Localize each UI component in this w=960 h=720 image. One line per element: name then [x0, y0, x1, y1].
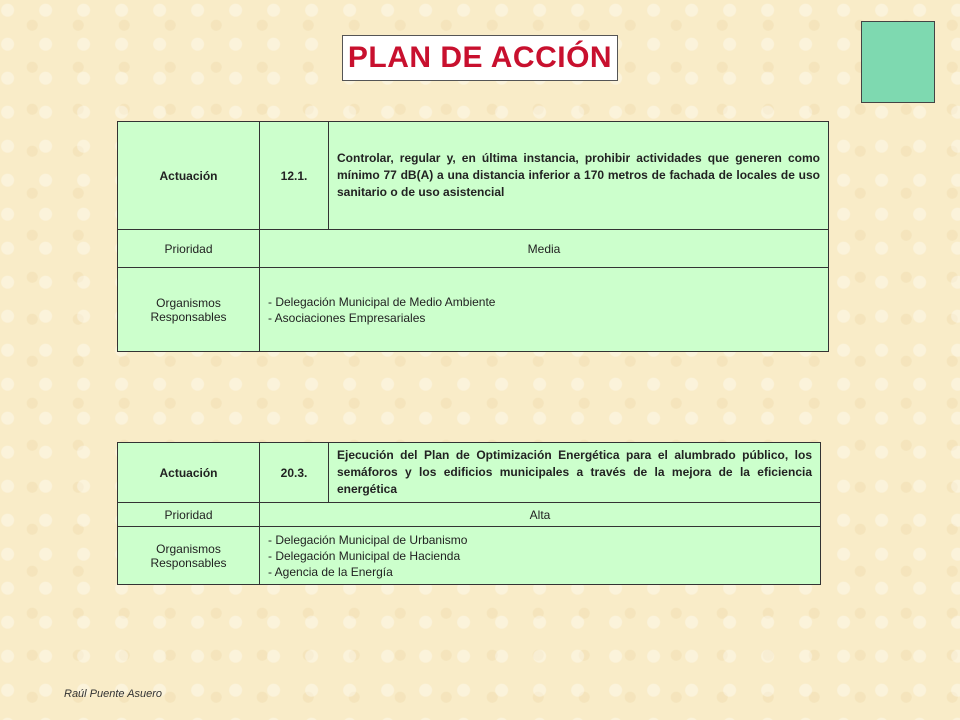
decorative-square: [861, 21, 935, 103]
list-item: - Delegación Municipal de Hacienda: [268, 548, 461, 563]
table-row: [118, 230, 829, 268]
prioridad-value: Alta: [260, 503, 821, 527]
action-description: Controlar, regular y, en última instancia, prohibir actividades que generen como mínimo 77 dB(A) a una distancia inferior a 170 metros de fachada de locales de uso sanitario o de uso asistencial: [329, 122, 829, 230]
list-item: - Asociaciones Empresariales: [268, 310, 426, 325]
action-number: 12.1.: [260, 122, 329, 230]
action-number: 20.3.: [260, 443, 329, 503]
organismos-label: Organismos Responsables: [118, 268, 260, 352]
action-table-1: [117, 121, 829, 352]
organismos-label: Organismos Responsables: [118, 527, 260, 585]
prioridad-value: Media: [260, 230, 829, 268]
table-row: [118, 503, 821, 527]
actuacion-label: Actuación: [118, 443, 260, 503]
list-item: - Delegación Municipal de Medio Ambiente: [268, 294, 496, 309]
action-description: Ejecución del Plan de Optimización Energética para el alumbrado público, los semáforos y los edificios municipales a través de la mejora de la eficiencia energética: [329, 443, 821, 503]
author-name: Raúl Puente Asuero: [64, 688, 163, 700]
prioridad-label: Prioridad: [118, 503, 260, 527]
organismos-list: [260, 527, 821, 585]
organismos-list: [260, 268, 829, 352]
action-table-2: [117, 442, 821, 585]
table-row: [118, 527, 821, 585]
actuacion-label: Actuación: [118, 122, 260, 230]
table-row: [118, 443, 821, 503]
table-row: [118, 122, 829, 230]
list-item: - Delegación Municipal de Urbanismo: [268, 532, 468, 547]
page-title: PLAN DE ACCIÓN: [347, 41, 613, 74]
page-title-box: [342, 35, 618, 81]
list-item: - Agencia de la Energía: [268, 564, 393, 579]
prioridad-label: Prioridad: [118, 230, 260, 268]
table-row: [118, 268, 829, 352]
